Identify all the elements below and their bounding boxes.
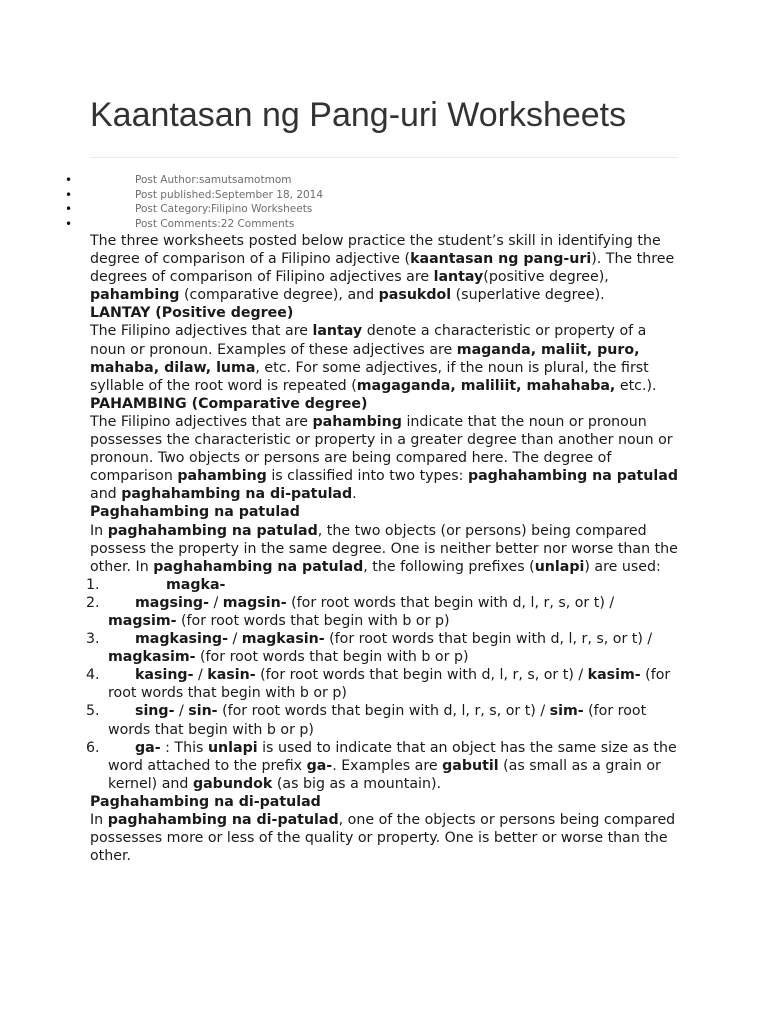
post-comments[interactable]: • Post Comments:22 Comments [90, 217, 680, 232]
title-divider [90, 157, 678, 158]
dipatulad-paragraph: In paghahambing na di-patulad, one of the objects or persons being compared possesses more or less of the quality or property. One is better or worse than the other. [90, 812, 676, 865]
article-body [86, 232, 680, 865]
post-published: • Post published:September 18, 2014 [90, 188, 680, 203]
lantay-paragraph: The Filipino adjectives that are lantay denote a characteristic or property of a noun or pronoun. Examples of these adjectives are maganda, maliit, puro, mahaba, dilaw, luma, etc. For some adjectives, if the noun is plural, the first syllable of the root word is repeated (magaganda, maliliit, mahahaba, etc.). [90, 323, 657, 394]
pahambing-heading: PAHAMBING (Comparative degree) [90, 395, 368, 412]
post-category[interactable]: • Post Category:Filipino Worksheets [90, 202, 680, 217]
list-item: 5. sing- / sin- (for root words that begin with d, l, r, s, or t) / sim- (for root words that begin with b or p) [86, 703, 647, 738]
list-item: 6. ga- : This unlapi is used to indicate that an object has the same size as the word attached to the prefix ga-. Examples are gabutil (as small as a grain or kernel) and gabundok (as big as a mountain). [86, 739, 677, 792]
post-author: • Post Author:samutsamotmom [90, 173, 680, 188]
lantay-heading: LANTAY (Positive degree) [90, 305, 294, 322]
pahambing-paragraph: The Filipino adjectives that are pahambing indicate that the noun or pronoun possesses the characteristic or property in a greater degree than another noun or pronoun. Two objects or persons are being compared here. The degree of comparison pahambing is classified into two types: paghahambing na patulad and paghahambing na di-patulad. [90, 413, 679, 503]
post-meta-list [90, 173, 680, 231]
dipatulad-heading: Paghahambing na di-patulad [90, 793, 321, 810]
intro-paragraph: The three worksheets posted below practice the student’s skill in identifying the degree of comparison of a Filipino adjective (kaantasan ng pang-uri). The three degrees of comparison of Filipino adjectives are lantay(positive degree), pahambing (comparative degree), and pasukdol (superlative degree). [90, 233, 675, 304]
patulad-heading: Paghahambing na patulad [90, 504, 300, 521]
list-item: 4. kasing- / kasin- (for root words that begin with d, l, r, s, or t) / kasim- (for root words that begin with b or p) [86, 667, 671, 702]
list-item: 1. magka- [86, 576, 226, 593]
page-title: Kaantasan ng Pang-uri Worksheets [90, 96, 627, 134]
prefix-list [86, 576, 680, 793]
list-item: 2. magsing- / magsin- (for root words that begin with d, l, r, s, or t) / magsim- (for root words that begin with b or p) [86, 594, 615, 629]
patulad-paragraph: In paghahambing na patulad, the two objects (or persons) being compared possess the property in the same degree. One is neither better nor worse than the other. In paghahambing na patulad, the following prefixes (unlapi) are used: [90, 522, 678, 575]
list-item: 3. magkasing- / magkasin- (for root words that begin with d, l, r, s, or t) / magkasim- (for root words that begin with b or p) [86, 631, 653, 666]
